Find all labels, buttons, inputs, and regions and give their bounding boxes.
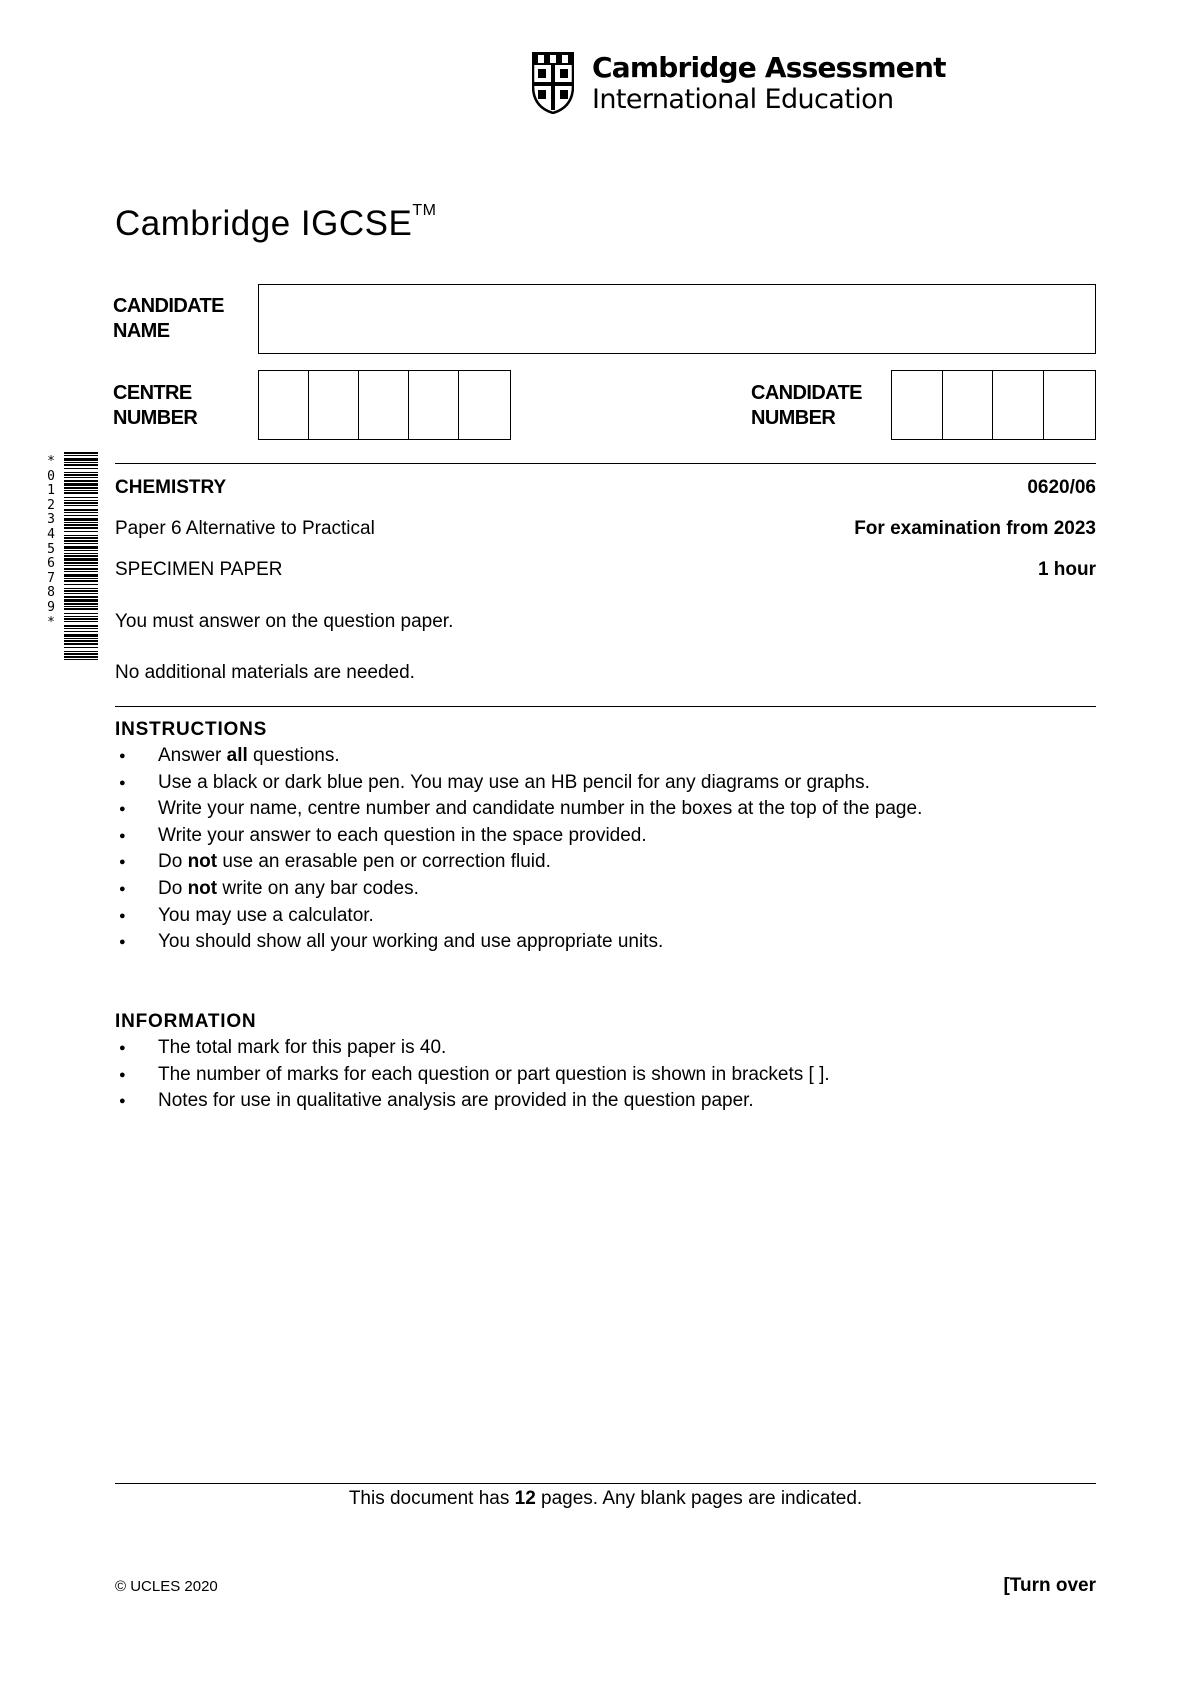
divider-bottom bbox=[115, 1483, 1096, 1484]
paper-type: SPECIMEN PAPER bbox=[115, 559, 283, 580]
candidate-number-box[interactable] bbox=[993, 371, 1044, 439]
barcode-digit: 0 bbox=[47, 468, 55, 484]
information-item: ● The total mark for this paper is 40. bbox=[115, 1035, 830, 1062]
candidate-number-box[interactable] bbox=[1044, 371, 1095, 439]
shield-crest-icon bbox=[532, 52, 574, 114]
centre-number-box[interactable] bbox=[259, 371, 309, 439]
candidate-name-label bbox=[113, 294, 253, 344]
divider-middle bbox=[115, 706, 1096, 707]
instructions-heading: INSTRUCTIONS bbox=[115, 719, 268, 740]
centre-number-box[interactable] bbox=[309, 371, 359, 439]
instruction-item: ● You may use a calculator. bbox=[115, 903, 922, 930]
materials-note: No additional materials are needed. bbox=[115, 662, 415, 683]
centre-number-box[interactable] bbox=[409, 371, 459, 439]
barcode-digits bbox=[44, 455, 58, 630]
information-list bbox=[115, 1035, 830, 1115]
copyright: © UCLES 2020 bbox=[115, 1578, 218, 1595]
instruction-item: ● Do not write on any bar codes. bbox=[115, 876, 922, 903]
instructions-list bbox=[115, 743, 922, 956]
candidate-number-box[interactable] bbox=[943, 371, 993, 439]
candidate-number-box[interactable] bbox=[892, 371, 943, 439]
logo-line-1: Cambridge Assessment bbox=[592, 51, 946, 84]
candidate-name-label-line-2: NAME bbox=[113, 320, 170, 342]
centre-number-label bbox=[113, 381, 253, 431]
qualification-title bbox=[115, 204, 436, 244]
barcode-digit: 7 bbox=[47, 570, 55, 586]
candidate-name-label-line-1: CANDIDATE bbox=[113, 295, 224, 317]
barcode-digit: * bbox=[47, 454, 55, 469]
centre-number-label-line-1: CENTRE bbox=[113, 382, 192, 404]
page-count: 12 bbox=[514, 1488, 536, 1509]
barcode-icon bbox=[64, 452, 98, 662]
information-heading: INFORMATION bbox=[115, 1011, 257, 1032]
barcode-digit: 2 bbox=[47, 497, 55, 513]
duration: 1 hour bbox=[1037, 559, 1096, 580]
answer-note: You must answer on the question paper. bbox=[115, 611, 454, 632]
centre-number-box[interactable] bbox=[359, 371, 409, 439]
syllabus-code: 0620/06 bbox=[1027, 477, 1096, 498]
paper-type-row bbox=[115, 559, 1096, 581]
information-item: ● The number of marks for each question or part question is shown in brackets [ ]. bbox=[115, 1062, 830, 1089]
answer-note-row bbox=[115, 611, 1096, 633]
barcode-digit: 5 bbox=[47, 541, 55, 557]
candidate-number-label-line-2: NUMBER bbox=[751, 407, 836, 429]
barcode-digit: 8 bbox=[47, 585, 55, 601]
centre-number-label-line-2: NUMBER bbox=[113, 407, 198, 429]
barcode-digit: 1 bbox=[47, 483, 55, 499]
trademark-mark: TM bbox=[412, 202, 437, 219]
cambridge-logo bbox=[532, 51, 946, 118]
barcode-digit: 3 bbox=[47, 512, 55, 528]
materials-note-row bbox=[115, 662, 1096, 684]
page-count-suffix: pages. Any blank pages are indicated. bbox=[535, 1488, 863, 1509]
subject-name: CHEMISTRY bbox=[115, 477, 227, 498]
centre-number-box[interactable] bbox=[459, 371, 510, 439]
divider-top bbox=[115, 463, 1096, 464]
candidate-number-label bbox=[751, 381, 891, 431]
barcode-digit: 4 bbox=[47, 526, 55, 542]
subject-row bbox=[115, 477, 1096, 499]
instruction-item: ● Do not use an erasable pen or correction fluid. bbox=[115, 849, 922, 876]
barcode-digit: 6 bbox=[47, 556, 55, 572]
qualification-name: Cambridge IGCSE bbox=[115, 204, 413, 243]
barcode-digit: 9 bbox=[47, 599, 55, 615]
candidate-number-field[interactable] bbox=[891, 370, 1096, 440]
page-count-prefix: This document has bbox=[348, 1488, 515, 1509]
centre-number-field[interactable] bbox=[258, 370, 511, 440]
candidate-number-label-line-1: CANDIDATE bbox=[751, 382, 862, 404]
barcode-digit: * bbox=[47, 614, 55, 630]
candidate-name-field[interactable] bbox=[258, 284, 1096, 354]
information-item: ● Notes for use in qualitative analysis are provided in the question paper. bbox=[115, 1088, 830, 1115]
turn-over-label: [Turn over bbox=[1003, 1575, 1096, 1596]
paper-title: Paper 6 Alternative to Practical bbox=[115, 518, 375, 539]
paper-row bbox=[115, 518, 1096, 540]
instruction-item: ● Write your name, centre number and candidate number in the boxes at the top of the page. bbox=[115, 796, 922, 823]
page-count-note bbox=[115, 1488, 1096, 1510]
instruction-item: ● Write your answer to each question in the space provided. bbox=[115, 823, 922, 850]
instruction-item: ● Answer all questions. bbox=[115, 743, 922, 770]
logo-line-2: International Education bbox=[592, 84, 894, 115]
instruction-item: ● You should show all your working and use appropriate units. bbox=[115, 929, 922, 956]
instruction-item: ● Use a black or dark blue pen. You may use an HB pencil for any diagrams or graphs. bbox=[115, 770, 922, 797]
exam-from: For examination from 2023 bbox=[854, 518, 1096, 539]
